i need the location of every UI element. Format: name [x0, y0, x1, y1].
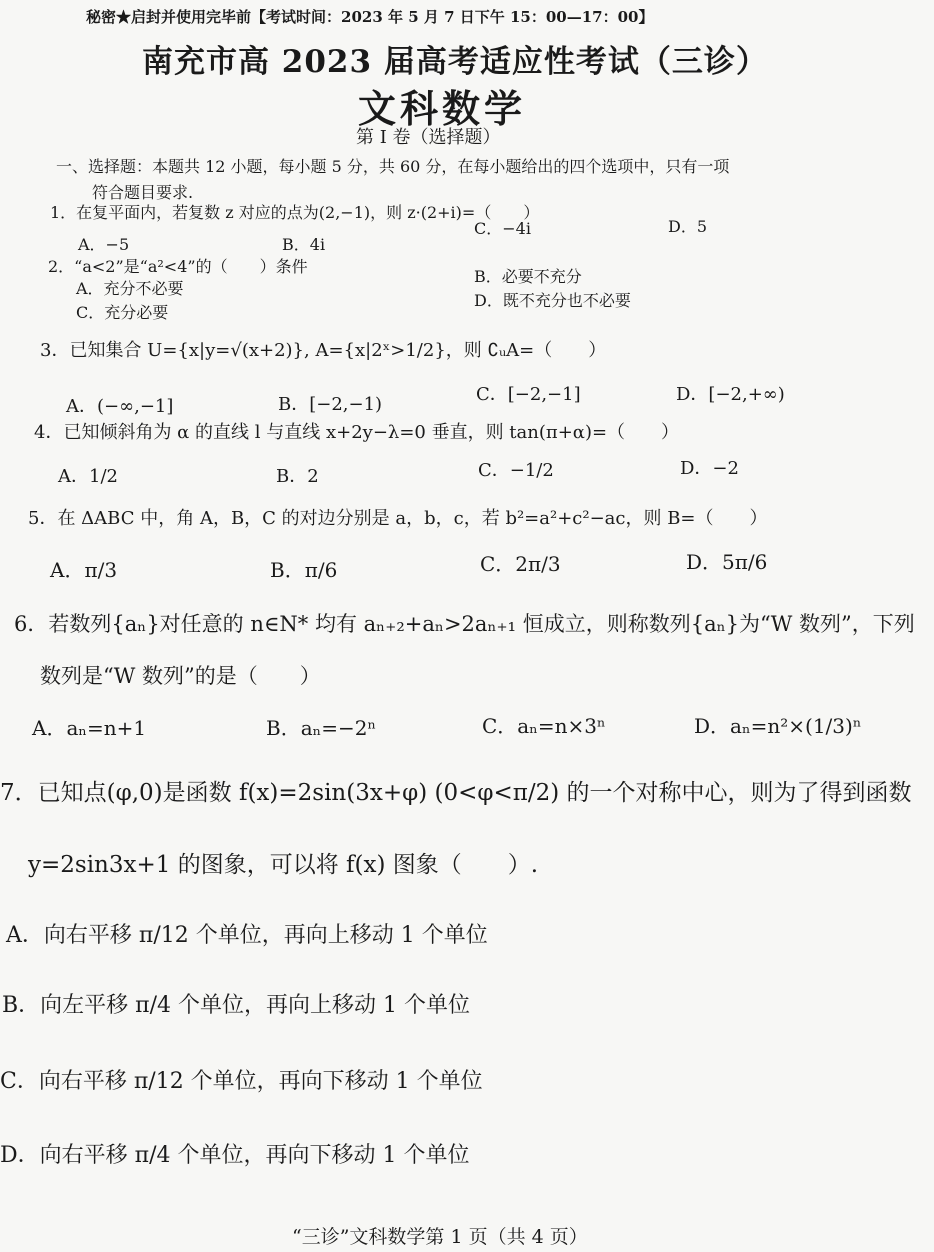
- question-3-option-c: C．[−2,−1]: [476, 384, 581, 405]
- instructions-line-1: 一、选择题：本题共 12 小题，每小题 5 分，共 60 分，在每小题给出的四个选项中，只有一项: [56, 157, 730, 176]
- question-7-option-b: B．向左平移 π/4 个单位，再向上移动 1 个单位: [2, 993, 471, 1018]
- question-1-option-b: B．4i: [282, 235, 326, 254]
- question-6-stem-line-2: 数列是“W 数列”的是（ ）: [40, 664, 321, 688]
- question-5-option-a: A．π/3: [50, 558, 118, 582]
- question-7-option-c: C．向右平移 π/12 个单位，再向下移动 1 个单位: [0, 1069, 483, 1094]
- question-1-stem: 1．在复平面内，若复数 z 对应的点为(2,−1)，则 z·(2+i)=（ ）: [50, 203, 540, 222]
- page-footer: “三诊”文科数学第 1 页（共 4 页）: [292, 1226, 588, 1248]
- question-4-option-d: D．−2: [680, 458, 739, 479]
- question-2-option-c: C．充分必要: [76, 303, 169, 322]
- exam-title: 南充市高 2023 届高考适应性考试（三诊）: [142, 44, 768, 80]
- question-6-option-b: B．aₙ=−2ⁿ: [266, 716, 377, 740]
- part-title: 第 I 卷（选择题）: [356, 127, 501, 148]
- question-2-option-d: D．既不充分也不必要: [474, 291, 631, 310]
- secret-notice: 秘密★启封并使用完毕前【考试时间：2023 年 5 月 7 日下午 15：00—17：00】: [86, 8, 654, 26]
- question-7-stem-line-1: 7．已知点(φ,0)是函数 f(x)=2sin(3x+φ) (0<φ<π/2) 的一个对称中心，则为了得到函数: [0, 780, 912, 806]
- question-5-stem: 5．在 ΔABC 中，角 A，B，C 的对边分别是 a，b，c，若 b²=a²+c²−ac，则 B=（ ）: [28, 508, 768, 529]
- question-7-option-d: D．向右平移 π/4 个单位，再向下移动 1 个单位: [0, 1143, 470, 1168]
- question-6-option-c: C．aₙ=n×3ⁿ: [482, 714, 606, 738]
- question-4-option-c: C．−1/2: [478, 460, 554, 481]
- question-2-stem: 2．“a<2”是“a²<4”的（ ）条件: [48, 257, 308, 276]
- question-6-option-a: A．aₙ=n+1: [32, 716, 147, 740]
- instructions-line-2: 符合题目要求.: [92, 183, 194, 202]
- question-4-option-b: B．2: [276, 466, 319, 487]
- question-2-option-a: A．充分不必要: [76, 279, 184, 298]
- question-5-option-b: B．π/6: [270, 558, 338, 582]
- question-3-option-d: D．[−2,+∞): [676, 384, 785, 405]
- question-1-option-d: D．5: [668, 217, 708, 236]
- question-5-option-c: C．2π/3: [480, 552, 561, 576]
- question-1-option-a: A．−5: [78, 235, 130, 254]
- question-7-stem-line-2: y=2sin3x+1 的图象，可以将 f(x) 图象（ ）.: [28, 852, 539, 878]
- question-6-option-d: D．aₙ=n²×(1/3)ⁿ: [694, 714, 862, 738]
- question-4-option-a: A．1/2: [58, 466, 118, 487]
- question-3-option-b: B．[−2,−1): [278, 394, 383, 415]
- question-7-option-a: A．向右平移 π/12 个单位，再向上移动 1 个单位: [6, 923, 488, 948]
- question-6-stem-line-1: 6．若数列{aₙ}对任意的 n∈N* 均有 aₙ₊₂+aₙ>2aₙ₊₁ 恒成立，则称数列{aₙ}为“W 数列”，下列: [14, 612, 915, 636]
- question-2-option-b: B．必要不充分: [474, 267, 582, 286]
- subject-title: 文科数学: [358, 86, 527, 131]
- question-3-option-a: A．(−∞,−1]: [66, 396, 174, 417]
- question-4-stem: 4．已知倾斜角为 α 的直线 l 与直线 x+2y−λ=0 垂直，则 tan(π+α)=（ ）: [34, 422, 680, 443]
- question-5-option-d: D．5π/6: [686, 550, 768, 574]
- question-1-option-c: C．−4i: [474, 219, 531, 238]
- question-3-stem: 3．已知集合 U={x|y=√(x+2)}, A={x|2ˣ>1/2}，则 ∁ᵤA=（ ）: [40, 340, 607, 361]
